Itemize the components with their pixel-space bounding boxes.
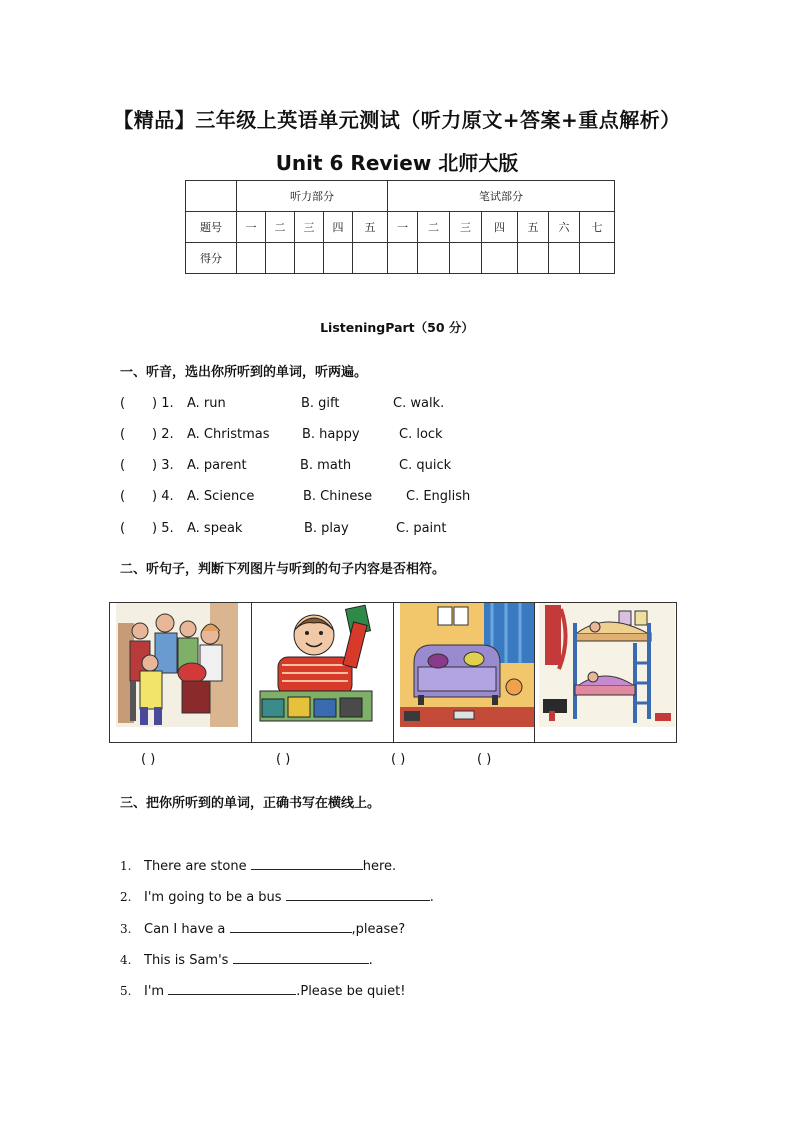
question-row [120,427,540,445]
item-number: 4. [120,953,132,967]
question-number: ) 4. [152,489,174,504]
answer-blank[interactable] [230,920,352,933]
question-number: ) 5. [152,521,174,536]
score-cell [518,243,549,274]
picture-strip [109,602,677,743]
score-cell [450,243,482,274]
score-cell [418,243,450,274]
item-text-after: .Please be quiet! [296,984,406,999]
item-number: 5. [120,984,132,998]
answer-paren-open[interactable]: ( [120,489,126,504]
picture-boy-books [252,603,394,742]
fill-item [120,951,373,968]
col-header: 四 [324,212,353,243]
item-text-before: There are stone [144,859,251,874]
item-text-after: . [368,953,373,968]
item-text-before: I'm going to be a bus [144,890,286,905]
option-c: C. English [406,489,471,504]
option-a: A. Christmas [187,427,270,442]
score-cell [580,243,615,274]
col-header: 三 [450,212,482,243]
item-text-after: here. [362,859,397,874]
score-table-corner [186,181,237,212]
listening-part-heading: ListeningPart（50 分） [320,320,474,335]
option-b: B. happy [302,427,360,442]
question-row [120,521,540,539]
row-label-score: 得分 [186,243,237,274]
col-header: 五 [353,212,388,243]
item-number: 2. [120,890,132,904]
item-number: 1. [120,859,132,873]
col-header: 五 [518,212,549,243]
item-text-before: I'm [144,984,169,999]
item-text-before: This is Sam's [144,953,233,968]
score-cell [353,243,388,274]
option-a: A. speak [187,521,243,536]
col-header: 一 [237,212,266,243]
question-row [120,489,540,507]
item-number: 3. [120,922,132,936]
answer-blank[interactable] [168,982,296,995]
col-header: 一 [388,212,418,243]
picture-answer-1[interactable]: ( ) [141,752,156,767]
answer-blank[interactable] [233,951,369,964]
col-header: 二 [266,212,295,243]
picture-answer-4[interactable]: ( ) [477,752,492,767]
picture-answer-3[interactable]: ( ) [391,752,406,767]
score-cell [266,243,295,274]
option-a: A. Science [187,489,255,504]
option-c: C. lock [399,427,443,442]
answer-blank[interactable] [251,857,363,870]
question-number: ) 2. [152,427,174,442]
col-header: 三 [295,212,324,243]
option-c: C. walk. [393,396,445,411]
picture-answer-2[interactable]: ( ) [276,752,291,767]
fill-item [120,982,405,999]
written-part-header: 笔试部分 [388,181,615,212]
col-header: 四 [482,212,518,243]
question-number: ) 1. [152,396,174,411]
col-header: 二 [418,212,450,243]
answer-paren-open[interactable]: ( [120,521,126,536]
score-cell [324,243,353,274]
option-b: B. Chinese [303,489,373,504]
section2-title: 二、听句子，判断下列图片与听到的句子内容是否相符。 [120,562,446,577]
question-number: ) 3. [152,458,174,473]
listening-part-header: 听力部分 [237,181,388,212]
picture-party-people [110,603,252,742]
fill-item [120,888,434,905]
document-title: 【精品】三年级上英语单元测试（听力原文+答案+重点解析） [113,108,681,132]
score-cell [549,243,580,274]
picture-bunk-bed [535,603,676,742]
section3-title: 三、把你所听到的单词，正确书写在横线上。 [120,796,381,811]
score-cell [482,243,518,274]
fill-item [120,920,405,937]
document-subtitle: Unit 6 Review 北师大版 [275,151,519,175]
col-header: 七 [580,212,615,243]
answer-blank[interactable] [286,888,430,901]
col-header: 六 [549,212,580,243]
fill-item [120,857,396,874]
picture-sofa-room [394,603,536,742]
option-b: B. gift [301,396,340,411]
option-c: C. paint [396,521,447,536]
answer-paren-open[interactable]: ( [120,396,126,411]
option-a: A. run [187,396,226,411]
item-text-before: Can I have a [144,922,230,937]
score-cell [388,243,418,274]
question-row [120,458,540,476]
option-c: C. quick [399,458,452,473]
option-b: B. play [304,521,349,536]
score-cell [237,243,266,274]
section1-title: 一、听音，选出你所听到的单词，听两遍。 [120,365,368,380]
score-cell [295,243,324,274]
item-text-after: . [429,890,434,905]
option-b: B. math [300,458,352,473]
item-text-after: ,please? [351,922,406,937]
answer-paren-open[interactable]: ( [120,458,126,473]
answer-paren-open[interactable]: ( [120,427,126,442]
question-row [120,396,540,414]
row-label-number: 题号 [186,212,237,243]
option-a: A. parent [187,458,247,473]
score-table [185,180,615,274]
